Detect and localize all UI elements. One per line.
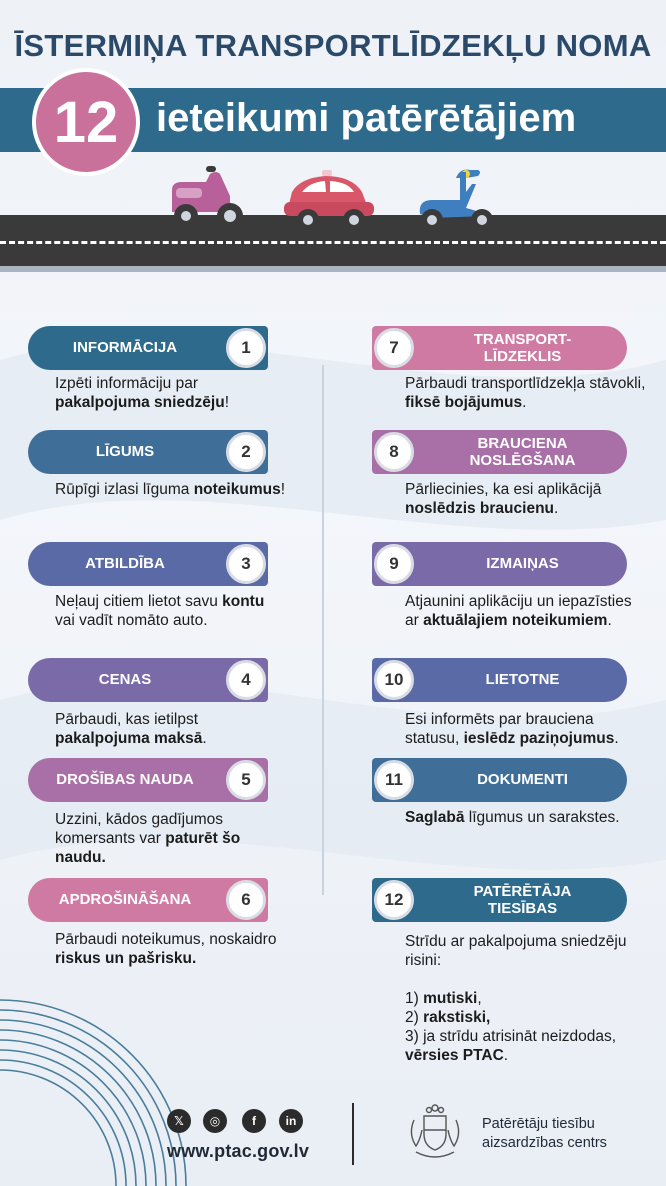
tip-label-8: BRAUCIENA NOSLĒGŠANA — [469, 434, 576, 469]
scooter-icon — [420, 170, 493, 231]
tip-label-3: ATBILDĪBA — [85, 555, 165, 573]
tip-label-2: LĪGUMS — [95, 443, 155, 461]
tip-description-7 — [405, 374, 647, 412]
tip-3-text-part: Neļauj citiem lietot savu — [55, 593, 223, 610]
tip-4-text-part: Pārbaudi, kas ietilpst — [55, 711, 199, 728]
tip-12-text-part: mutiski — [423, 990, 478, 1007]
tip-12-text-part: rakstiski, — [423, 1009, 491, 1026]
tip-description-9 — [405, 592, 647, 630]
tip-7-text-part: . — [522, 394, 527, 411]
tip-12-text-part: 3) ja strīdu atrisināt neizdodas, — [405, 1028, 617, 1045]
tip-number-12: 12 — [374, 880, 414, 920]
tip-2-text-part: ! — [280, 481, 285, 498]
road-dashed-line — [0, 241, 666, 244]
tip-12-text-part: Strīdu ar pakalpojuma sniedzēju risini: — [405, 933, 627, 969]
tip-1-text-part: Izpēti informāciju par — [55, 375, 199, 392]
organization-name — [482, 1115, 607, 1153]
tip-label-7: TRANSPORT- LĪDZEKLIS — [473, 330, 572, 365]
footer-divider — [352, 1103, 354, 1165]
tip-10-text-part: Esi informēts par brauciena statusu, — [405, 711, 594, 747]
tip-label-12: PATĒRĒTĀJA TIESĪBAS — [473, 882, 572, 917]
facebook-icon[interactable]: f — [242, 1109, 266, 1133]
tip-1-text-part: ! — [224, 394, 229, 411]
tip-label-10: LIETOTNE — [485, 671, 560, 689]
tip-2-text-part: Rūpīgi izlasi līguma — [55, 481, 194, 498]
tip-number-1: 1 — [226, 328, 266, 368]
tip-12-text-part: 1) — [405, 990, 419, 1007]
tip-11-text-part: Saglabā — [405, 809, 465, 826]
tip-description-6 — [55, 930, 285, 968]
tip-5-text-part: Uzzini, kādos gadījumos komersants var — [55, 811, 223, 847]
x-icon[interactable]: 𝕏 — [167, 1109, 191, 1133]
tip-8-text-part: . — [554, 500, 559, 517]
tip-description-1 — [55, 374, 285, 412]
page-subtitle: ieteikumi patērētājiem — [156, 96, 577, 140]
tip-7-text-part: Pārbaudi transportlīdzekļa stāvokli, — [405, 375, 646, 392]
tip-description-4 — [55, 710, 285, 748]
tip-9-text-part: aktuālajiem noteikumiem — [423, 612, 608, 629]
tip-label-11: DOKUMENTI — [477, 771, 568, 789]
tip-10-text-part: . — [614, 730, 619, 747]
count-number: 12 — [53, 89, 119, 155]
tip-5-text-part: paturēt šo naudu. — [55, 830, 241, 866]
tip-number-6: 6 — [226, 880, 266, 920]
tip-description-12 — [405, 932, 647, 1065]
tip-number-9: 9 — [374, 544, 414, 584]
tip-label-6: APDROŠINĀŠANA — [58, 891, 192, 909]
tip-label-9: IZMAIŅAS — [486, 555, 559, 573]
tip-4-text-part: . — [202, 730, 207, 747]
tip-8-text-part: Pārliecinies, ka esi aplikācijā — [405, 481, 602, 498]
tip-label-1: INFORMĀCIJA — [72, 339, 178, 357]
car-icon — [284, 170, 374, 231]
coat-of-arms-icon — [402, 1100, 468, 1166]
tip-number-2: 2 — [226, 432, 266, 472]
tip-1-text-part: pakalpojuma sniedzēju — [55, 394, 225, 411]
tip-6-text-part: riskus un pašrisku. — [55, 950, 197, 967]
tip-number-4: 4 — [226, 660, 266, 700]
tip-number-7: 7 — [374, 328, 414, 368]
tip-description-10 — [405, 710, 647, 748]
tip-description-11 — [405, 808, 647, 827]
tip-2-text-part: noteikumus — [193, 481, 281, 498]
linkedin-icon[interactable]: in — [279, 1109, 303, 1133]
tip-number-11: 11 — [374, 760, 414, 800]
tip-label-4: CENAS — [98, 671, 152, 689]
tip-description-3 — [55, 592, 285, 630]
tip-description-2 — [55, 480, 285, 499]
tip-number-5: 5 — [226, 760, 266, 800]
tip-9-text-part: . — [607, 612, 612, 629]
road-edge-bottom — [0, 266, 666, 272]
count-badge — [32, 68, 140, 176]
tip-number-3: 3 — [226, 544, 266, 584]
tip-12-text-part: . — [503, 1047, 509, 1064]
tip-number-8: 8 — [374, 432, 414, 472]
moped-icon — [172, 166, 243, 229]
tip-number-10: 10 — [374, 660, 414, 700]
vehicles-illustration — [160, 160, 520, 240]
tip-3-text-part: kontu — [222, 593, 265, 610]
tip-label-5: DROŠĪBAS NAUDA — [56, 771, 194, 789]
tip-7-text-part: fiksē bojājumus — [405, 394, 523, 411]
tip-12-text-part: vērsies PTAC — [405, 1047, 504, 1064]
tip-9-text-part: Atjaunini aplikāciju un iepazīsties ar — [405, 593, 632, 629]
organization-line-1: Patērētāju tiesību — [482, 1116, 595, 1132]
page-title: ĪSTERMIŅA TRANSPORTLĪDZEKĻU NOMA — [14, 28, 652, 63]
tip-description-5 — [55, 810, 285, 867]
tip-3-text-part: vai vadīt nomāto auto. — [55, 612, 208, 629]
instagram-icon[interactable]: ◎ — [203, 1109, 227, 1133]
timeline-divider — [322, 365, 324, 895]
organization-line-2: aizsardzības centrs — [482, 1135, 607, 1151]
tip-description-8 — [405, 480, 647, 518]
tip-6-text-part: Pārbaudi noteikumus, noskaidro — [55, 931, 277, 948]
tip-8-text-part: noslēdzis braucienu — [405, 500, 555, 517]
tip-4-text-part: pakalpojuma maksā — [55, 730, 203, 747]
tip-10-text-part: ieslēdz paziņojumus — [463, 730, 615, 747]
tip-11-text-part: līgumus un sarakstes. — [464, 809, 620, 826]
tip-12-text-part: , 2) — [405, 990, 482, 1026]
website-link[interactable]: www.ptac.gov.lv — [167, 1141, 310, 1161]
